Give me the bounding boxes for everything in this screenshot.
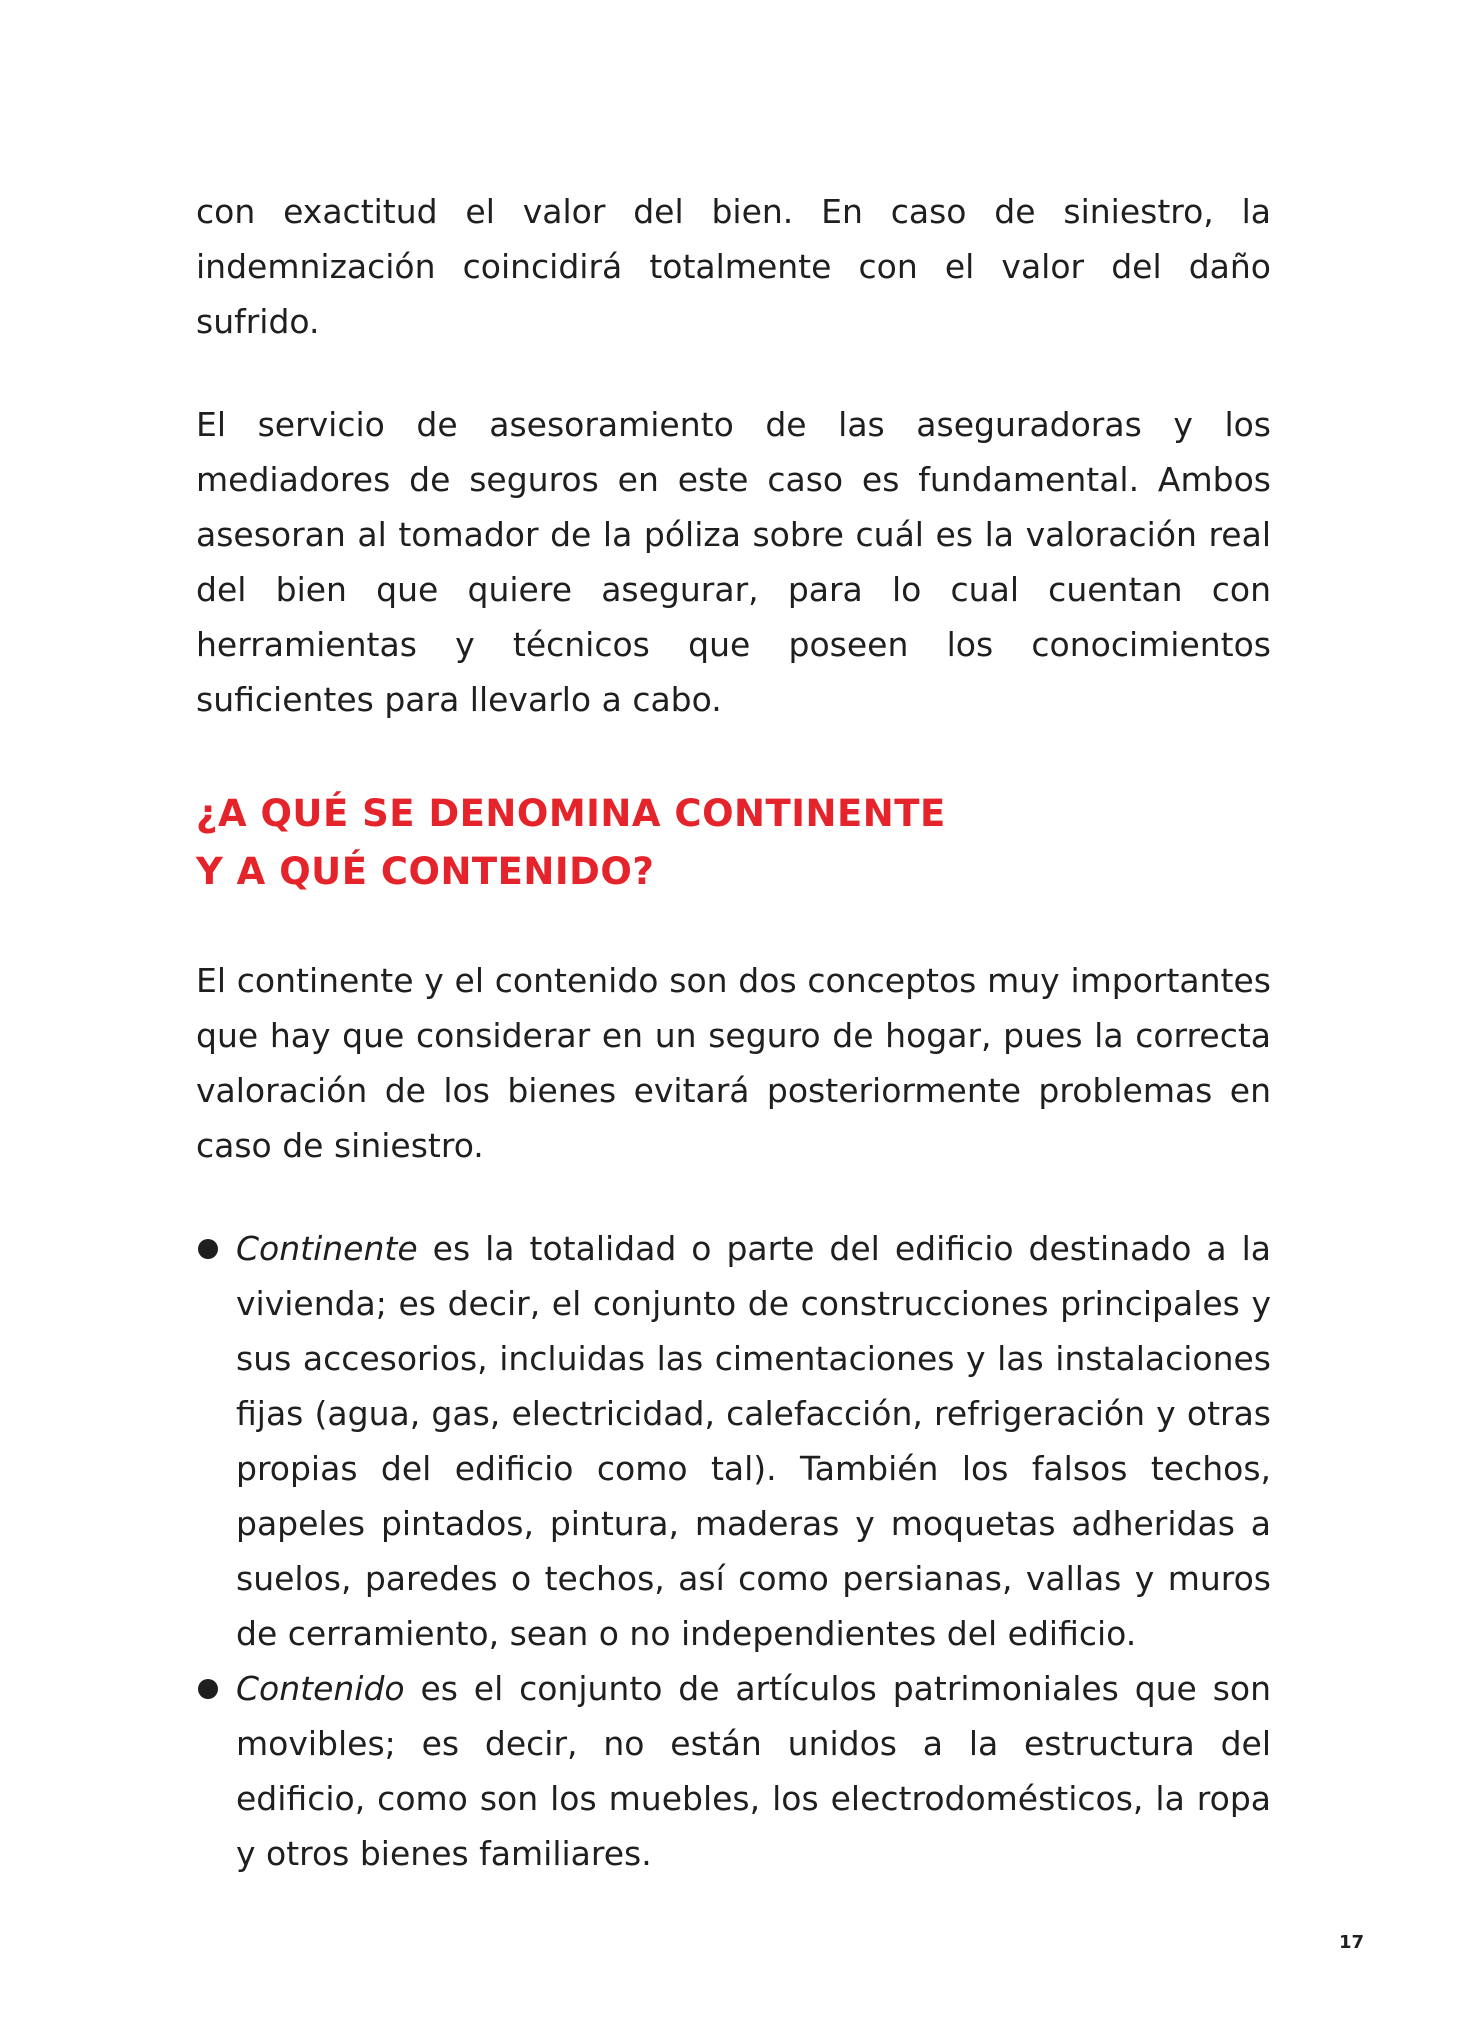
page-number: 17 [1338,1932,1364,1953]
bullet-icon [198,1679,218,1699]
bullet-icon [198,1239,218,1259]
section-heading [196,785,1271,901]
term-contenido: Contenido [236,1669,405,1708]
paragraph-intro: con exactitud el valor del bien. En caso de siniestro, la indemnización coincidirá totalmente con el valor del daño sufrido. [196,192,1271,341]
section-heading-line-1: ¿A QUÉ SE DENOMINA CONTINENTE [196,792,946,835]
paragraph-advice: El servicio de asesoramiento de las aseguradoras y los mediadores de seguros en este caso es fundamental. Ambos asesoran al tomador de la póliza sobre cuál es la valoración real del bien que quiere asegurar, para lo cual cuentan con herramientas y técnicos que poseen los conocimientos suficientes para llevarlo a cabo. [196,405,1271,719]
term-continente: Continente [236,1229,418,1268]
list-item-contenido [196,1661,1271,1881]
definition-list [196,1221,1271,1881]
section-heading-line-2: Y A QUÉ CONTENIDO? [196,850,655,893]
document-page [196,184,1271,1881]
list-item-continente [196,1221,1271,1661]
paragraph-concepts: El continente y el contenido son dos conceptos muy importantes que hay que considerar en un seguro de hogar, pues la correcta valoración de los bienes evitará posteriormente problemas en caso de siniestro. [196,961,1271,1165]
definition-contenido: es el conjunto de artículos patrimoniales que son movibles; es decir, no están unidos a la estructura del edificio, como son los muebles, los electrodomésticos, la ropa y otros bienes familiares. [236,1669,1271,1873]
definition-continente: es la totalidad o parte del edificio destinado a la vivienda; es decir, el conjunto de construcciones principales y sus accesorios, incluidas las cimentaciones y las instalaciones fijas (agua, gas, electricidad, calefacción, refrigeración y otras propias del edificio como tal). También los falsos techos, papeles pintados, pintura, maderas y moquetas adheridas a suelos, paredes o techos, así como persianas, vallas y muros de cerramiento, sean o no independientes del edificio. [236,1229,1271,1653]
